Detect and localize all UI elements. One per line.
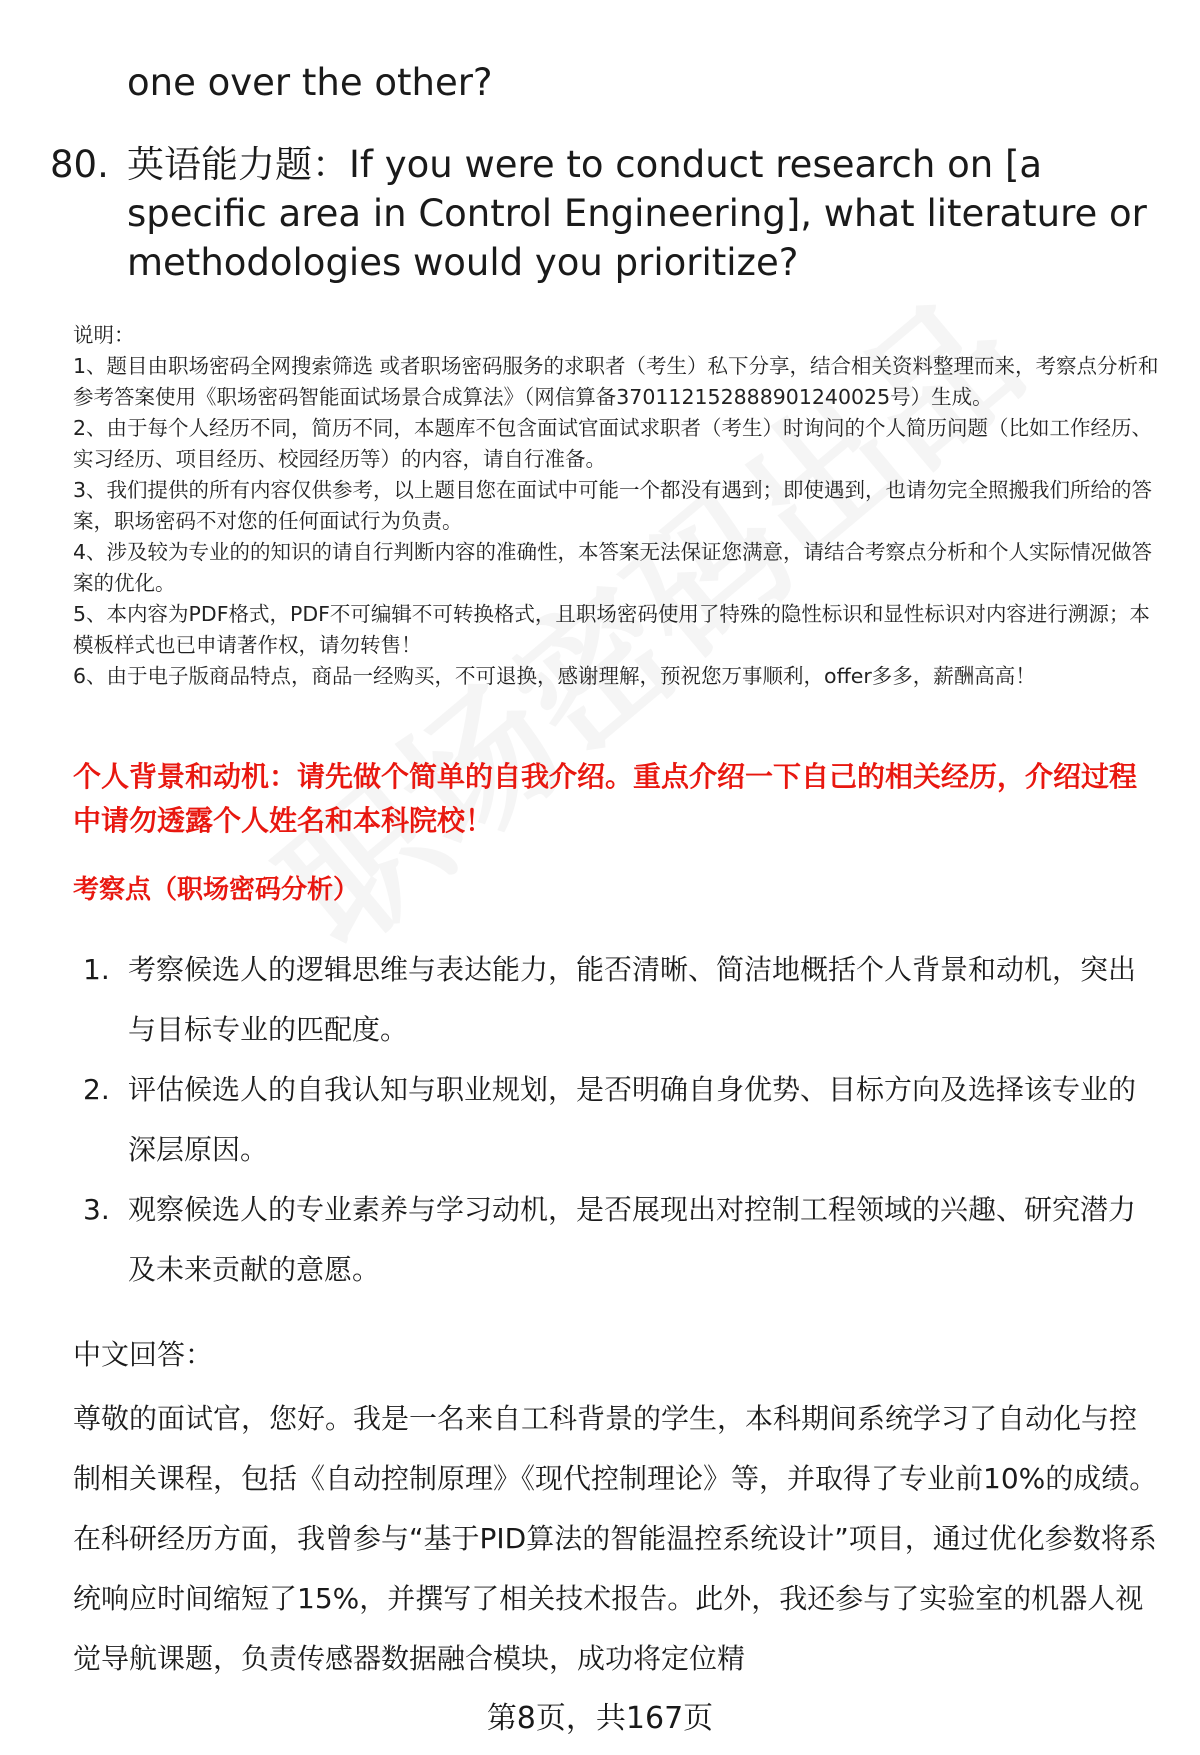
note-item: 2、由于每个人经历不同，简历不同，本题库不包含面试官面试求职者（考生）时询问的个人简历问题（比如工作经历、实习经历、项目经历、校园经历等）的内容，请自行准备。 xyxy=(73,416,1153,471)
question-number: 80. xyxy=(50,143,109,186)
section-heading: 个人背景和动机：请先做个简单的自我介绍。重点介绍一下自己的相关经历，介绍过程中请勿透露个人姓名和本科院校！ xyxy=(73,760,1138,837)
point-text: 评估候选人的自我认知与职业规划，是否明确自身优势、目标方向及选择该专业的深层原因。 xyxy=(128,1073,1137,1166)
question-80 xyxy=(50,140,1160,287)
previous-question-tail: one over the other? xyxy=(127,61,493,104)
note-item: 1、题目由职场密码全网搜索筛选 或者职场密码服务的求职者（考生）私下分享，结合相关资料整理而来，考察点分析和参考答案使用《职场密码智能面试场景合成算法》（网信算备370112152888901240025号）生成。 xyxy=(73,354,1159,409)
analysis-point xyxy=(83,1060,1163,1180)
point-text: 观察候选人的专业素养与学习动机，是否展现出对控制工程领域的兴趣、研究潜力及未来贡献的意愿。 xyxy=(128,1193,1137,1286)
answer-label: 中文回答： xyxy=(73,1338,214,1371)
notes-title: 说明： xyxy=(73,323,135,347)
point-number: 1. xyxy=(83,953,110,986)
analysis-point xyxy=(83,940,1163,1060)
page-footer: 第8页，共167页 xyxy=(486,1701,714,1736)
note-item: 5、本内容为PDF格式，PDF不可编辑不可转换格式，且职场密码使用了特殊的隐性标识和显性标识对内容进行溯源；本模板样式也已申请著作权，请勿转售！ xyxy=(73,602,1150,657)
disclaimer-notes xyxy=(73,320,1163,692)
note-item: 4、涉及较为专业的的知识的请自行判断内容的准确性，本答案无法保证您满意，请结合考察点分析和个人实际情况做答案的优化。 xyxy=(73,540,1153,595)
note-item: 3、我们提供的所有内容仅供参考，以上题目您在面试中可能一个都没有遇到；即使遇到，也请勿完全照搬我们所给的答案，职场密码不对您的任何面试行为负责。 xyxy=(73,478,1153,533)
note-item: 6、由于电子版商品特点，商品一经购买，不可退换，感谢理解，预祝您万事顺利，offer多多，薪酬高高！ xyxy=(73,664,1036,688)
point-number: 2. xyxy=(83,1073,110,1106)
analysis-points xyxy=(83,940,1163,1300)
point-text: 考察候选人的逻辑思维与表达能力，能否清晰、简洁地概括个人背景和动机，突出与目标专业的匹配度。 xyxy=(128,953,1137,1046)
analysis-point xyxy=(83,1180,1163,1300)
answer-body: 尊敬的面试官，您好。我是一名来自工科背景的学生，本科期间系统学习了自动化与控制相关课程，包括《自动控制原理》《现代控制理论》等，并取得了专业前10%的成绩。在科研经历方面，我曾参与“基于PID算法的智能温控系统设计”项目，通过优化参数将系统响应时间缩短了15%，并撰写了相关技术报告。此外，我还参与了实验室的机器人视觉导航课题，负责传感器数据融合模块，成功将定位精 xyxy=(73,1402,1158,1675)
question-text: 英语能力题：If you were to conduct research on [a specific area in Control Engineering], what literature or methodologies would you prioritize? xyxy=(127,143,1147,284)
analysis-heading: 考察点（职场密码分析） xyxy=(73,875,360,905)
point-number: 3. xyxy=(83,1193,110,1226)
